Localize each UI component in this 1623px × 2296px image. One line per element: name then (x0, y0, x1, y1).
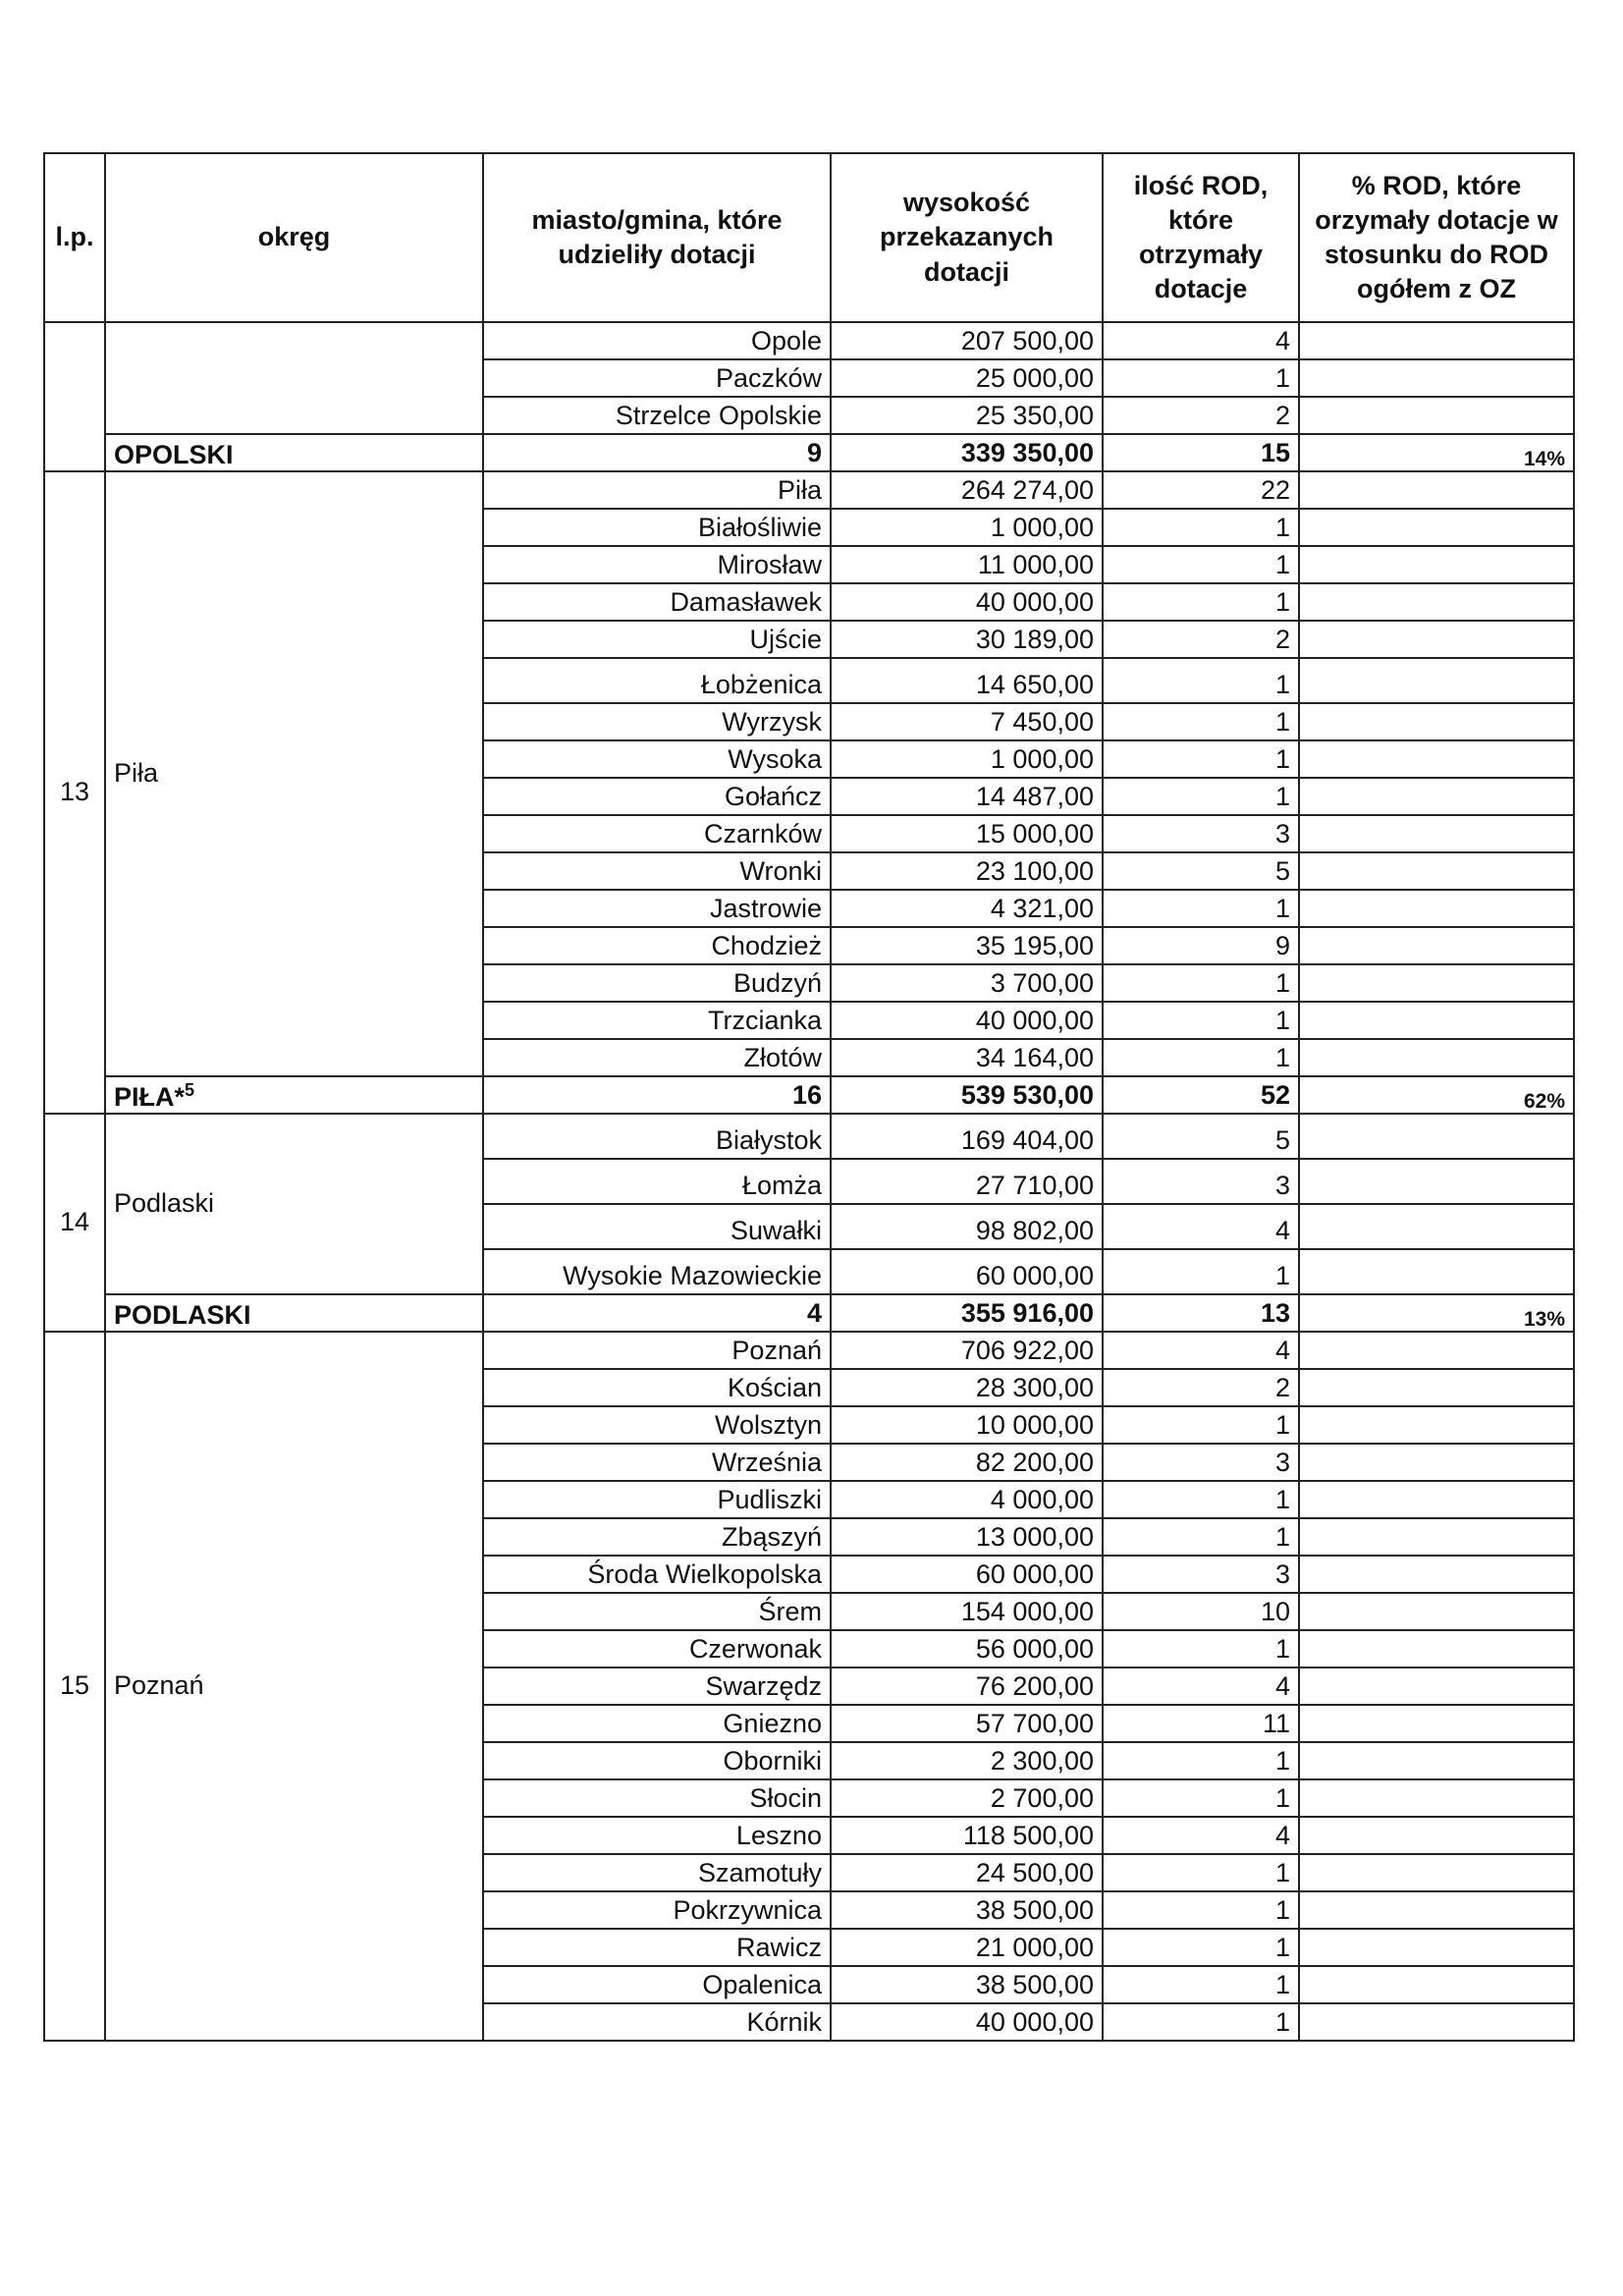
city-cell: Łomża (483, 1159, 831, 1204)
percent-cell (1299, 1518, 1574, 1556)
table-row (44, 1332, 1574, 1369)
amount-cell: 13 000,00 (831, 1518, 1103, 1556)
amount-cell: 264 274,00 (831, 471, 1103, 509)
percent-cell (1299, 1444, 1574, 1481)
summary-row (44, 1076, 1574, 1114)
amount-cell: 118 500,00 (831, 1817, 1103, 1854)
count-cell: 1 (1103, 1002, 1299, 1039)
count-cell: 1 (1103, 1406, 1299, 1444)
amount-cell: 98 802,00 (831, 1204, 1103, 1249)
header-okreg: okręg (105, 153, 483, 322)
count-cell: 4 (1103, 1332, 1299, 1369)
subsidy-table (43, 152, 1575, 2042)
percent-cell (1299, 1667, 1574, 1705)
amount-cell: 21 000,00 (831, 1929, 1103, 1966)
percent-cell (1299, 359, 1574, 397)
city-cell: Rawicz (483, 1929, 831, 1966)
percent-cell (1299, 1249, 1574, 1294)
count-cell: 1 (1103, 359, 1299, 397)
summary-percent: 13% (1299, 1294, 1574, 1332)
percent-cell (1299, 1742, 1574, 1779)
percent-cell (1299, 1779, 1574, 1817)
document-page (43, 152, 1575, 2042)
count-cell: 4 (1103, 1204, 1299, 1249)
percent-cell (1299, 964, 1574, 1002)
count-cell: 1 (1103, 1966, 1299, 2003)
city-cell: Suwałki (483, 1204, 831, 1249)
city-cell: Słocin (483, 1779, 831, 1817)
header-wysokosc: wysokość przekazanych dotacji (831, 153, 1103, 322)
amount-cell: 207 500,00 (831, 322, 1103, 359)
city-cell: Opalenica (483, 1966, 831, 2003)
amount-cell: 2 300,00 (831, 1742, 1103, 1779)
amount-cell: 30 189,00 (831, 621, 1103, 658)
summary-name: PIŁA*$^5$ (105, 1076, 483, 1114)
summary-city-count: 4 (483, 1294, 831, 1332)
percent-cell (1299, 1481, 1574, 1518)
count-cell: 1 (1103, 1929, 1299, 1966)
amount-cell: 40 000,00 (831, 1002, 1103, 1039)
summary-amount: 539 530,00 (831, 1076, 1103, 1114)
city-cell: Kościan (483, 1369, 831, 1406)
city-cell: Mirosław (483, 546, 831, 583)
amount-cell: 35 195,00 (831, 927, 1103, 964)
count-cell: 1 (1103, 703, 1299, 740)
city-cell: Strzelce Opolskie (483, 397, 831, 434)
count-cell: 4 (1103, 1667, 1299, 1705)
count-cell: 3 (1103, 1159, 1299, 1204)
count-cell: 1 (1103, 1854, 1299, 1891)
amount-cell: 56 000,00 (831, 1630, 1103, 1667)
city-cell: Szamotuły (483, 1854, 831, 1891)
summary-city-count: 9 (483, 434, 831, 471)
city-cell: Złotów (483, 1039, 831, 1076)
percent-cell (1299, 397, 1574, 434)
group-okreg (105, 322, 483, 434)
city-cell: Poznań (483, 1332, 831, 1369)
summary-amount: 339 350,00 (831, 434, 1103, 471)
city-cell: Łobżenica (483, 658, 831, 703)
amount-cell: 4 321,00 (831, 890, 1103, 927)
count-cell: 1 (1103, 1039, 1299, 1076)
city-cell: Gołańcz (483, 778, 831, 815)
amount-cell: 1 000,00 (831, 740, 1103, 778)
percent-cell (1299, 1204, 1574, 1249)
city-cell: Kórnik (483, 2003, 831, 2041)
count-cell: 1 (1103, 2003, 1299, 2041)
amount-cell: 38 500,00 (831, 1966, 1103, 2003)
city-cell: Wolsztyn (483, 1406, 831, 1444)
count-cell: 2 (1103, 621, 1299, 658)
amount-cell: 10 000,00 (831, 1406, 1103, 1444)
city-cell: Wysoka (483, 740, 831, 778)
city-cell: Jastrowie (483, 890, 831, 927)
count-cell: 1 (1103, 778, 1299, 815)
amount-cell: 60 000,00 (831, 1249, 1103, 1294)
count-cell: 4 (1103, 1817, 1299, 1854)
amount-cell: 3 700,00 (831, 964, 1103, 1002)
count-cell: 1 (1103, 1630, 1299, 1667)
amount-cell: 15 000,00 (831, 815, 1103, 852)
amount-cell: 28 300,00 (831, 1369, 1103, 1406)
city-cell: Ujście (483, 621, 831, 658)
header-row (44, 153, 1574, 322)
percent-cell (1299, 546, 1574, 583)
percent-cell (1299, 740, 1574, 778)
amount-cell: 4 000,00 (831, 1481, 1103, 1518)
percent-cell (1299, 1966, 1574, 2003)
percent-cell (1299, 2003, 1574, 2041)
amount-cell: 25 350,00 (831, 397, 1103, 434)
group-okreg: Podlaski (105, 1114, 483, 1294)
percent-cell (1299, 1114, 1574, 1159)
amount-cell: 11 000,00 (831, 546, 1103, 583)
percent-cell (1299, 927, 1574, 964)
count-cell: 1 (1103, 1481, 1299, 1518)
count-cell: 2 (1103, 397, 1299, 434)
count-cell: 3 (1103, 1444, 1299, 1481)
summary-rod-count: 52 (1103, 1076, 1299, 1114)
count-cell: 1 (1103, 546, 1299, 583)
count-cell: 22 (1103, 471, 1299, 509)
city-cell: Chodzież (483, 927, 831, 964)
amount-cell: 57 700,00 (831, 1705, 1103, 1742)
city-cell: Września (483, 1444, 831, 1481)
amount-cell: 76 200,00 (831, 1667, 1103, 1705)
group-lp: 14 (44, 1114, 105, 1332)
city-cell: Białośliwie (483, 509, 831, 546)
amount-cell: 27 710,00 (831, 1159, 1103, 1204)
count-cell: 1 (1103, 1891, 1299, 1929)
percent-cell (1299, 621, 1574, 658)
summary-rod-count: 13 (1103, 1294, 1299, 1332)
percent-cell (1299, 815, 1574, 852)
city-cell: Leszno (483, 1817, 831, 1854)
summary-row (44, 434, 1574, 471)
count-cell: 1 (1103, 740, 1299, 778)
percent-cell (1299, 1002, 1574, 1039)
summary-name: PODLASKI (105, 1294, 483, 1332)
percent-cell (1299, 1817, 1574, 1854)
city-cell: Opole (483, 322, 831, 359)
count-cell: 10 (1103, 1593, 1299, 1630)
percent-cell (1299, 890, 1574, 927)
amount-cell: 40 000,00 (831, 2003, 1103, 2041)
count-cell: 11 (1103, 1705, 1299, 1742)
count-cell: 1 (1103, 964, 1299, 1002)
count-cell: 3 (1103, 815, 1299, 852)
city-cell: Paczków (483, 359, 831, 397)
header-miasto: miasto/gmina, które udzieliły dotacji (483, 153, 831, 322)
amount-cell: 154 000,00 (831, 1593, 1103, 1630)
count-cell: 1 (1103, 583, 1299, 621)
amount-cell: 38 500,00 (831, 1891, 1103, 1929)
amount-cell: 40 000,00 (831, 583, 1103, 621)
count-cell: 1 (1103, 1779, 1299, 1817)
city-cell: Czerwonak (483, 1630, 831, 1667)
count-cell: 1 (1103, 890, 1299, 927)
group-okreg: Piła (105, 471, 483, 1076)
group-lp (44, 322, 105, 471)
amount-cell: 60 000,00 (831, 1556, 1103, 1593)
group-lp: 15 (44, 1332, 105, 2041)
percent-cell (1299, 1705, 1574, 1742)
summary-percent: 14% (1299, 434, 1574, 471)
summary-percent: 62% (1299, 1076, 1574, 1114)
percent-cell (1299, 778, 1574, 815)
count-cell: 9 (1103, 927, 1299, 964)
percent-cell (1299, 1369, 1574, 1406)
city-cell: Środa Wielkopolska (483, 1556, 831, 1593)
header-ilosc: ilość ROD, które otrzymały dotacje (1103, 153, 1299, 322)
percent-cell (1299, 322, 1574, 359)
count-cell: 5 (1103, 1114, 1299, 1159)
city-cell: Damasławek (483, 583, 831, 621)
amount-cell: 706 922,00 (831, 1332, 1103, 1369)
percent-cell (1299, 1556, 1574, 1593)
table-row (44, 1114, 1574, 1159)
city-cell: Pokrzywnica (483, 1891, 831, 1929)
summary-city-count: 16 (483, 1076, 831, 1114)
percent-cell (1299, 583, 1574, 621)
city-cell: Śrem (483, 1593, 831, 1630)
percent-cell (1299, 1929, 1574, 1966)
amount-cell: 25 000,00 (831, 359, 1103, 397)
amount-cell: 7 450,00 (831, 703, 1103, 740)
city-cell: Piła (483, 471, 831, 509)
city-cell: Zbąszyń (483, 1518, 831, 1556)
city-cell: Czarnków (483, 815, 831, 852)
amount-cell: 34 164,00 (831, 1039, 1103, 1076)
summary-rod-count: 15 (1103, 434, 1299, 471)
count-cell: 1 (1103, 1742, 1299, 1779)
count-cell: 1 (1103, 1518, 1299, 1556)
city-cell: Wysokie Mazowieckie (483, 1249, 831, 1294)
percent-cell (1299, 658, 1574, 703)
count-cell: 4 (1103, 322, 1299, 359)
city-cell: Wronki (483, 852, 831, 890)
summary-row (44, 1294, 1574, 1332)
city-cell: Gniezno (483, 1705, 831, 1742)
count-cell: 5 (1103, 852, 1299, 890)
summary-amount: 355 916,00 (831, 1294, 1103, 1332)
city-cell: Białystok (483, 1114, 831, 1159)
table-body (44, 322, 1574, 2041)
amount-cell: 14 650,00 (831, 658, 1103, 703)
summary-name: OPOLSKI (105, 434, 483, 471)
percent-cell (1299, 1630, 1574, 1667)
city-cell: Budzyń (483, 964, 831, 1002)
amount-cell: 24 500,00 (831, 1854, 1103, 1891)
header-lp: l.p. (44, 153, 105, 322)
percent-cell (1299, 1854, 1574, 1891)
percent-cell (1299, 852, 1574, 890)
group-lp: 13 (44, 471, 105, 1114)
percent-cell (1299, 471, 1574, 509)
city-cell: Trzcianka (483, 1002, 831, 1039)
city-cell: Pudliszki (483, 1481, 831, 1518)
count-cell: 1 (1103, 1249, 1299, 1294)
city-cell: Swarzędz (483, 1667, 831, 1705)
table-row (44, 471, 1574, 509)
city-cell: Oborniki (483, 1742, 831, 1779)
amount-cell: 169 404,00 (831, 1114, 1103, 1159)
header-procent: % ROD, które orzymały dotacje w stosunku do ROD ogółem z OZ (1299, 153, 1574, 322)
city-cell: Wyrzysk (483, 703, 831, 740)
percent-cell (1299, 1039, 1574, 1076)
table-row (44, 322, 1574, 359)
count-cell: 2 (1103, 1369, 1299, 1406)
count-cell: 1 (1103, 509, 1299, 546)
amount-cell: 2 700,00 (831, 1779, 1103, 1817)
amount-cell: 82 200,00 (831, 1444, 1103, 1481)
count-cell: 3 (1103, 1556, 1299, 1593)
percent-cell (1299, 1406, 1574, 1444)
amount-cell: 23 100,00 (831, 852, 1103, 890)
percent-cell (1299, 1891, 1574, 1929)
count-cell: 1 (1103, 658, 1299, 703)
amount-cell: 1 000,00 (831, 509, 1103, 546)
percent-cell (1299, 509, 1574, 546)
percent-cell (1299, 1159, 1574, 1204)
group-okreg: Poznań (105, 1332, 483, 2041)
percent-cell (1299, 1593, 1574, 1630)
percent-cell (1299, 1332, 1574, 1369)
amount-cell: 14 487,00 (831, 778, 1103, 815)
percent-cell (1299, 703, 1574, 740)
